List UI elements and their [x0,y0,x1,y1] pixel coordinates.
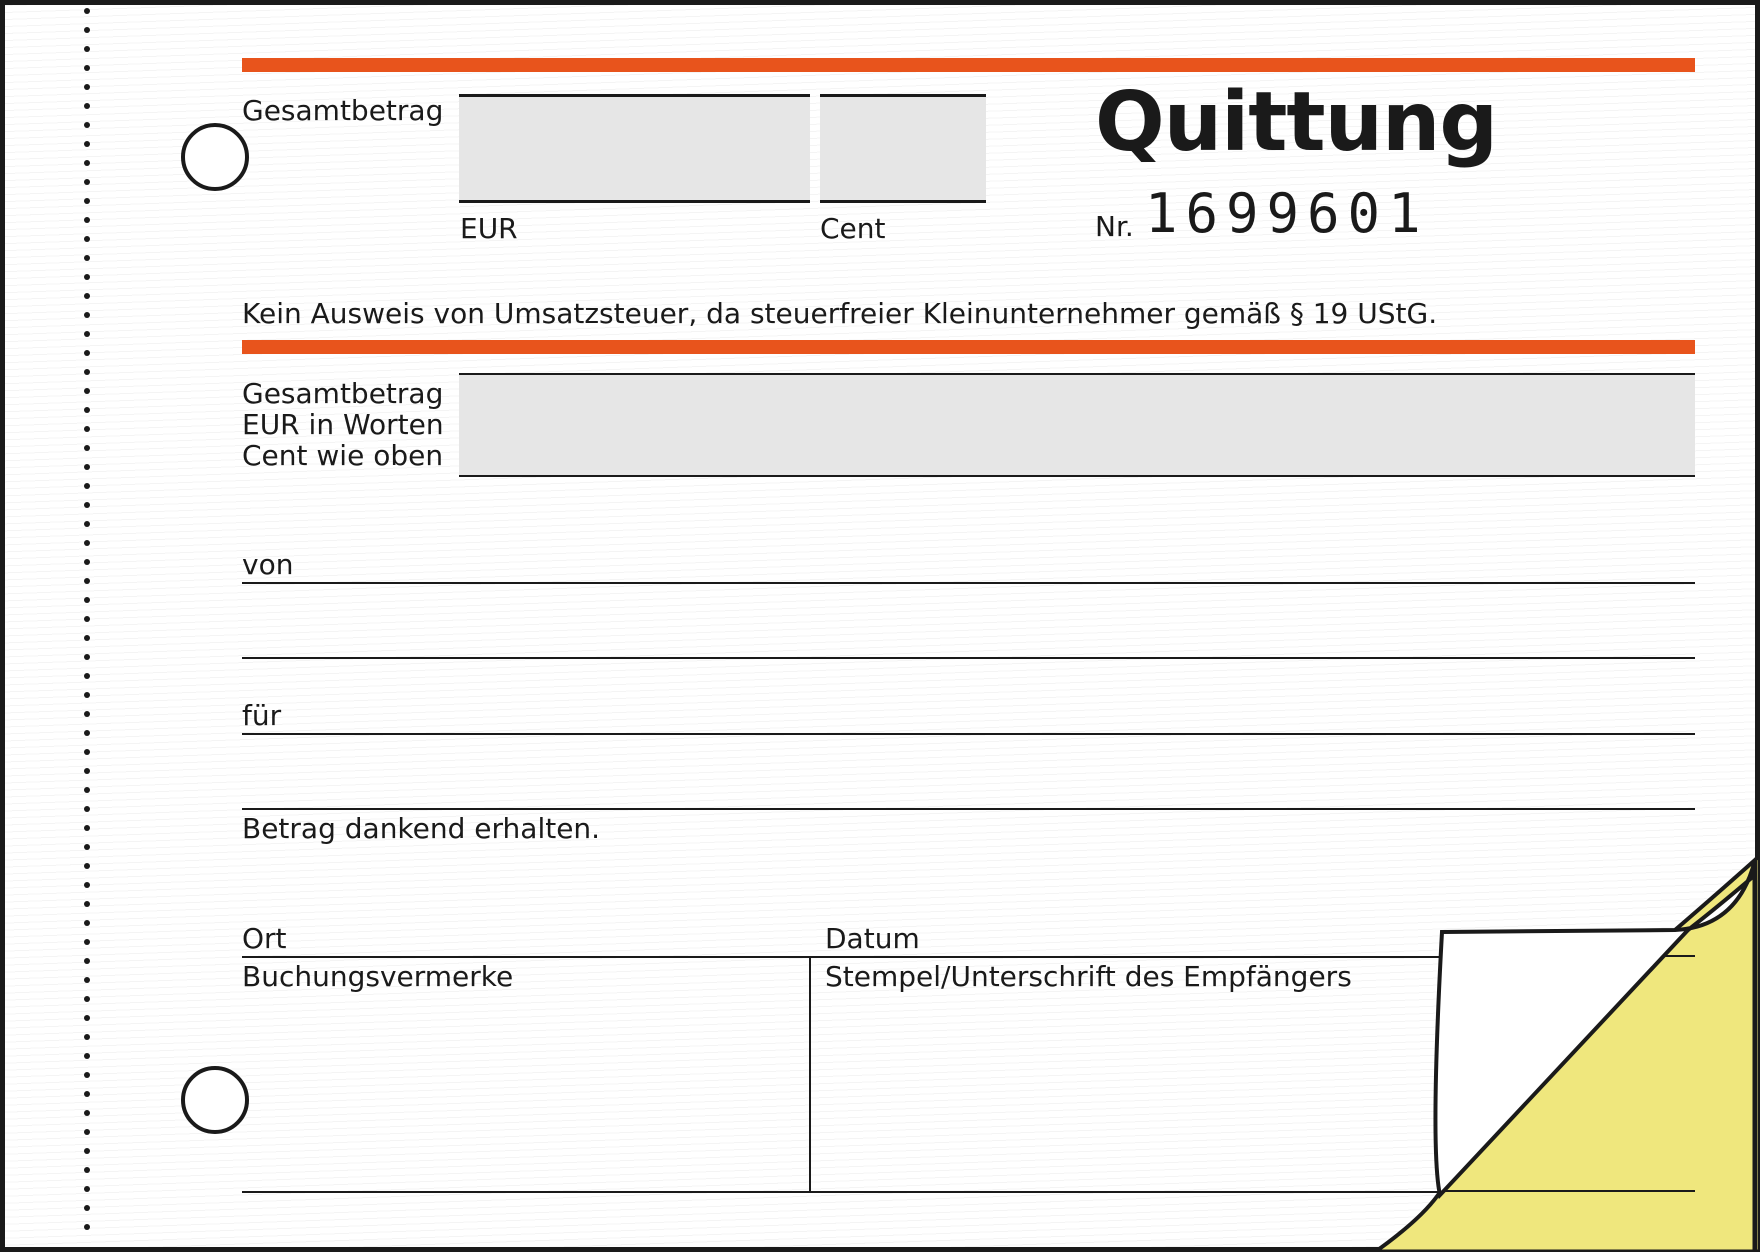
receipt-number-label: Nr. [1095,210,1134,243]
eur-label: EUR [460,212,518,245]
from-label: von [242,548,294,581]
receipt-title: Quittung [1095,75,1498,170]
place-label: Ort [242,922,287,955]
amount-words-label-3: Cent wie oben [242,439,444,472]
date-label: Datum [825,922,920,955]
amount-words-label-2: EUR in Worten [242,408,444,441]
tax-note: Kein Ausweis von Umsatzsteuer, da steuerfreier Kleinunternehmer gemäß § 19 UStG. [242,297,1438,330]
amount-label: Gesamtbetrag [242,94,444,127]
received-text: Betrag dankend erhalten. [242,812,601,845]
amount-words-label-1: Gesamtbetrag [242,377,444,410]
signature-label: Stempel/Unterschrift des Empfängers [825,960,1352,993]
receipt-number: 1699601 [1145,182,1429,245]
for-label: für [242,699,282,732]
booking-label: Buchungsvermerke [242,960,514,993]
cent-label: Cent [820,212,886,245]
